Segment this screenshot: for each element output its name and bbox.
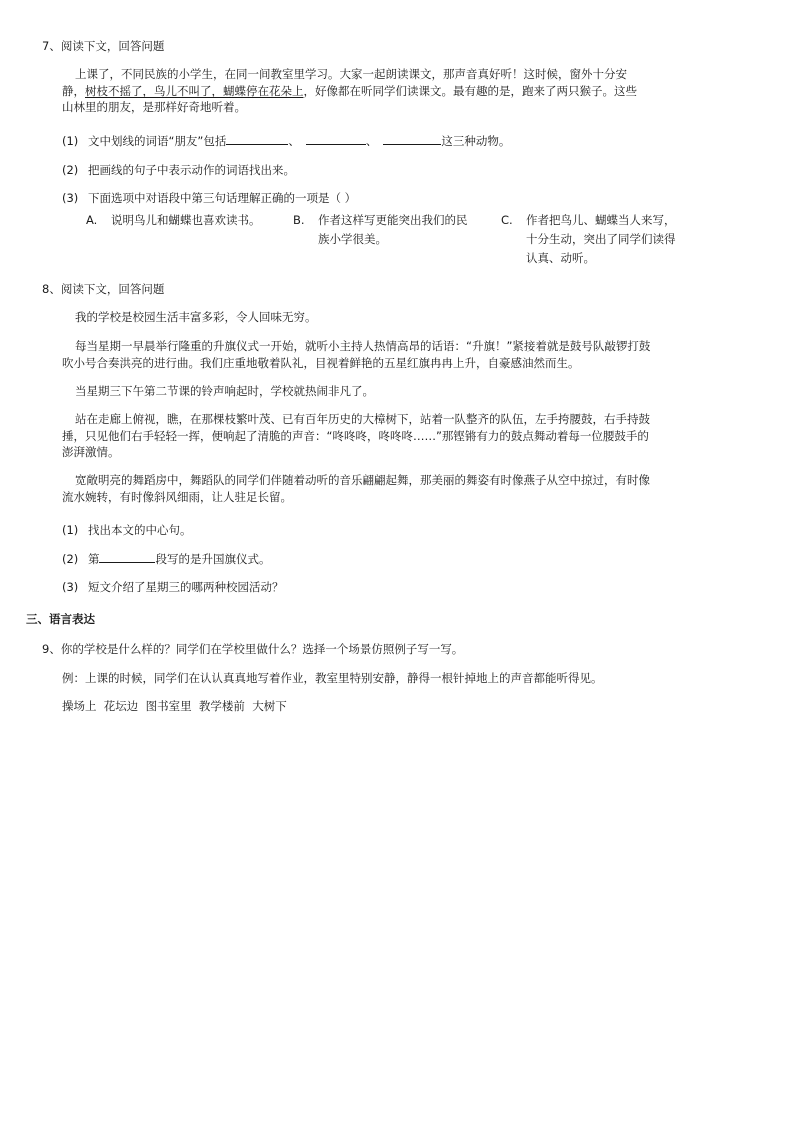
q8-paragraph-4-line-2: 捶，只见他们右手轻轻一挥，便响起了清脆的声音：“咚咚咚，咚咚咚……”那铿锵有力的鼓点舞动着每一位腰鼓手的 [62,429,649,443]
q8-paragraph-4-line-1: 站在走廊上俯视，瞧，在那棵枝繁叶茂、已有百年历史的大樟树下，站着一队整齐的队伍，左手挎腰鼓，右手持鼓 [75,412,650,426]
q8-paragraph-5-line-2: 流水婉转，有时像斜风细雨，让人驻足长留。 [62,490,292,504]
q8-paragraph-3: 当星期三下午第二节课的铃声响起时，学校就热闹非凡了。 [75,384,374,398]
q7-passage-text: ，好像都在听同学们读课文。最有趣的是，跑来了两只猴子。这些 [303,84,637,98]
q7-sub1-text: 文中划线的词语“朋友”包括 [87,134,227,148]
q8-sub3-text: 短文介绍了星期三的哪两种校园活动？ [87,580,284,594]
q7-passage-line-2 [62,83,637,99]
option-b-label[interactable]: B. [293,213,305,227]
option-b-text-2[interactable]: 族小学很美。 [318,232,387,246]
sub-number: (3) [62,580,79,594]
answer-blank-3[interactable] [383,133,441,145]
q7-passage-line-1: 上课了，不同民族的小学生，在同一间教室里学习。大家一起朗读课文，那声音真好听！这时候，窗外十分安 [75,67,627,81]
q8-paragraph-5-line-1: 宽敞明亮的舞蹈房中，舞蹈队的同学们伴随着动听的音乐翩翩起舞，那美丽的舞姿有时像燕子从空中掠过，有时像 [75,473,650,487]
q8-sub2-text-end: 段写的是升国旗仪式。 [155,552,271,566]
q8-sub1 [62,522,191,538]
option-b-text-1[interactable]: 作者这样写更能突出我们的民 [318,213,468,227]
option-c-text-1[interactable]: 作者把鸟儿、蝴蝶当人来写， [526,213,676,227]
option-c-text-3[interactable]: 认真、动听。 [526,251,595,265]
q7-underlined-branch: 树枝不摇了， [85,84,154,98]
q7-sub2 [62,162,295,178]
separator: 、 [288,134,300,148]
q9-example: 例：上课的时候，同学们在认认真真地写着作业，教室里特别安静，静得一根针掉地上的声音都能听得见。 [62,671,603,685]
sub-number: (2) [62,163,79,177]
q7-sub1 [62,133,510,149]
q8-paragraph-1: 我的学校是校园生活丰富多彩，令人回味无穷。 [75,310,317,324]
sub-number: (2) [62,552,79,566]
answer-blank-1[interactable] [226,133,288,145]
q8-sub2-text: 第 [87,552,100,566]
separator: 、 [365,134,378,148]
q7-passage-text: 静， [62,84,85,98]
q7-header: 7、阅读下文，回答问题 [42,39,165,53]
answer-blank-2[interactable] [306,133,366,145]
answer-blank-paragraph[interactable] [99,551,155,563]
sub-number: (1) [62,134,79,148]
q9-scene-options: 操场上 花坛边 图书室里 教学楼前 大树下 [62,699,287,713]
q7-sub2-text: 把画线的句子中表示动作的词语找出来。 [87,163,295,177]
q9-header: 9、你的学校是什么样的？同学们在学校里做什么？选择一个场景仿照例子写一写。 [42,642,464,656]
q7-underlined-butterfly: 蝴蝶停在花朵上 [223,84,304,98]
option-c-text-2[interactable]: 十分生动，突出了同学们读得 [526,232,676,246]
q7-sub3-text: 下面选项中对语段中第三句话理解正确的一项是（ ） [87,191,357,205]
q8-paragraph-4-line-3: 澎湃激情。 [62,445,120,459]
q8-sub3 [62,579,283,595]
q8-paragraph-2-line-1: 每当星期一早晨举行隆重的升旗仪式一开始，就听小主持人热情高昂的话语：“升旗！”紧接着就是鼓号队敲锣打鼓 [75,339,651,353]
sub-number: (3) [62,191,79,205]
option-a-label[interactable]: A. [86,213,98,227]
section-title: 三、语言表达 [26,612,95,626]
q7-passage-line-3: 山林里的朋友，是那样好奇地听着。 [62,100,246,114]
q8-header: 8、阅读下文，回答问题 [42,282,165,296]
option-a-text[interactable]: 说明鸟儿和蝴蝶也喜欢读书。 [111,213,261,227]
sub-number: (1) [62,523,79,537]
option-c-label[interactable]: C. [501,213,513,227]
q7-underlined-bird: 鸟儿不叫了， [154,84,223,98]
q8-sub1-text: 找出本文的中心句。 [87,523,192,537]
q8-paragraph-2-line-2: 吹小号合奏洪亮的进行曲。我们庄重地敬着队礼，目视着鲜艳的五星红旗冉冉上升，自豪感油然而生。 [62,356,580,370]
q7-sub1-text-end: 这三种动物。 [441,134,511,148]
q8-sub2 [62,551,270,567]
q7-sub3 [62,190,356,206]
